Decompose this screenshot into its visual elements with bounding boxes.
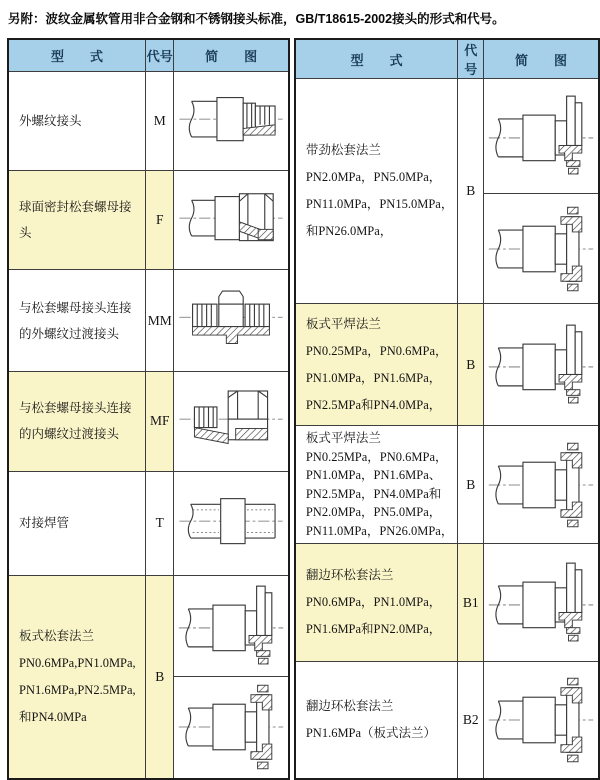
spherical-seal-loose-nut-fitting-diagram xyxy=(174,170,289,270)
code-cell: F xyxy=(146,170,174,270)
table-row xyxy=(295,426,599,544)
type-cell xyxy=(295,79,458,304)
table-row xyxy=(8,270,289,372)
butt-weld-pipe-diagram xyxy=(174,471,289,575)
type-cell xyxy=(295,304,458,426)
code-cell: MF xyxy=(146,372,174,472)
type-line: 翻边环松套法兰 xyxy=(305,568,394,582)
type-line: 和PN4.0MPa xyxy=(19,709,87,724)
col-header-diagram: 简 图 xyxy=(484,39,599,79)
type-line: 板式平焊法兰 xyxy=(305,431,381,445)
type-cell xyxy=(295,544,458,662)
type-line: PN11.0MPa，PN26.0MPa， xyxy=(305,523,454,538)
type-cell: 外螺纹接头 xyxy=(8,72,146,171)
type-line: PN1.0MPa，PN1.6MPa， xyxy=(305,370,442,385)
table-row xyxy=(295,79,599,194)
plate-weld-flange-style2-diagram xyxy=(484,426,599,544)
type-line: PN2.0MPa，PN5.0MPa， xyxy=(305,505,442,519)
type-line: PN0.6MPa,PN1.0MPa, xyxy=(19,655,136,670)
type-cell xyxy=(295,662,458,779)
neck-loose-flange-style1-diagram xyxy=(484,79,599,194)
table-row xyxy=(8,170,289,270)
type-line: 和PN26.0MPa， xyxy=(305,224,393,238)
type-cell: 与松套螺母接头连接的内螺纹过渡接头 xyxy=(8,372,146,472)
code-cell: M xyxy=(146,72,174,171)
col-header-diagram: 简 图 xyxy=(174,39,289,72)
type-line: 翻边环松套法兰 xyxy=(305,698,394,713)
type-line: PN1.6MPa,PN2.5MPa, xyxy=(19,682,136,697)
col-header-type: 型 式 xyxy=(295,39,458,79)
type-line: PN2.5MPa和PN4.0MPa， xyxy=(305,397,442,412)
code-cell: B xyxy=(146,575,174,778)
table-row xyxy=(8,72,289,171)
type-line: PN2.0MPa，PN5.0MPa， xyxy=(305,170,442,184)
neck-loose-flange-style2-diagram xyxy=(484,194,599,304)
code-cell: MM xyxy=(146,270,174,372)
col-header-type: 型 式 xyxy=(8,39,146,72)
lapped-ring-loose-flange-diagram xyxy=(484,544,599,662)
lapped-ring-loose-flange-plate-type-diagram xyxy=(484,662,599,779)
type-line: PN11.0MPa，PN15.0MPa， xyxy=(305,197,454,211)
plate-loose-flange-style1-diagram xyxy=(174,575,289,677)
table-row xyxy=(8,575,289,677)
type-line: PN2.5MPa，PN4.0MPa和 xyxy=(305,486,442,501)
type-line: 板式松套法兰 xyxy=(19,628,95,643)
table-row xyxy=(8,372,289,472)
type-line: PN1.6MPa（板式法兰） xyxy=(305,725,437,740)
type-cell xyxy=(295,426,458,544)
table-row xyxy=(295,304,599,426)
table-header-row xyxy=(8,39,289,72)
code-cell: B2 xyxy=(458,662,484,779)
table-row xyxy=(295,662,599,779)
page-title: 另附：波纹金属软管用非合金钢和不锈钢接头标准，GB/T18615-2002接头的形式和代号。 xyxy=(8,12,505,26)
left-table xyxy=(7,38,290,780)
type-cell: 对接焊管 xyxy=(8,471,146,575)
type-cell xyxy=(8,575,146,778)
col-header-code: 代号 xyxy=(146,39,174,72)
right-table xyxy=(294,38,600,780)
code-cell: B xyxy=(458,79,484,304)
table-header-row xyxy=(295,39,599,79)
plate-loose-flange-style2-diagram xyxy=(174,677,289,779)
type-cell: 与松套螺母接头连接的外螺纹过渡接头 xyxy=(8,270,146,372)
code-cell: B xyxy=(458,426,484,544)
plate-weld-flange-style1-diagram xyxy=(484,304,599,426)
type-line: 板式平焊法兰 xyxy=(305,316,381,331)
table-row xyxy=(8,471,289,575)
female-thread-adapter-diagram xyxy=(174,372,289,472)
type-line: PN0.25MPa，PN0.6MPa， xyxy=(305,343,448,358)
type-line: PN1.0MPa，PN1.6MPa、 xyxy=(305,468,442,482)
table-row xyxy=(295,544,599,662)
male-thread-fitting-diagram xyxy=(174,72,289,171)
type-line: 带劲松套法兰 xyxy=(305,143,381,157)
type-cell: 球面密封松套螺母接头 xyxy=(8,170,146,270)
type-line: PN1.6MPa和PN2.0MPa， xyxy=(305,622,442,636)
type-line: PN0.6MPa，PN1.0MPa， xyxy=(305,595,442,609)
col-header-code: 代号 xyxy=(458,39,484,79)
tables-container xyxy=(7,38,600,780)
code-cell: B1 xyxy=(458,544,484,662)
code-cell: T xyxy=(146,471,174,575)
type-line: PN0.25MPa，PN0.6MPa， xyxy=(305,449,448,464)
male-thread-adapter-nipple-diagram xyxy=(174,270,289,372)
code-cell: B xyxy=(458,304,484,426)
